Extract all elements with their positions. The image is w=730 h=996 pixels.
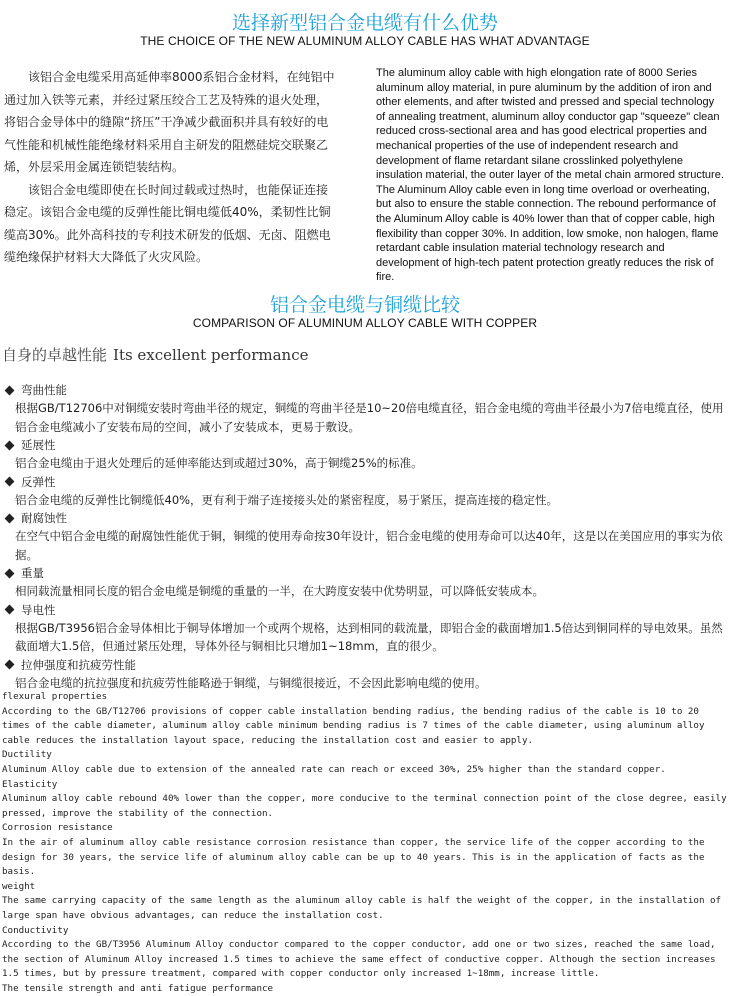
diamond-bullet-icon: [5, 513, 15, 523]
feature-title-en: The tensile strength and anti fatigue performance: [2, 982, 274, 994]
feature-item: [4, 381, 728, 436]
feature-body: 铝合金电缆的抗拉强度和抗疲劳性能略逊于铜缆，与铜缆很接近，不会因此影响电缆的使用。: [15, 675, 487, 690]
feature-item: [4, 601, 728, 656]
feature-body-en: According to the GB/T3956 Aluminum Alloy conductor compared to the copper conductor, add one or two sizes, reached the same load, the section of Aluminum Alloy increased 1.5 times to achieve the same effect of conductive copper. Although the section increases 1.5 times, but by pressure treatment, compared with copper conductor only increased 1~18mm, increase little.: [2, 939, 716, 980]
feature-item: [4, 564, 728, 601]
section1-title-en: THE CHOICE OF THE NEW ALUMINUM ALLOY CABLE HAS WHAT ADVANTAGE: [140, 34, 590, 48]
feature-title: 延展性: [21, 438, 56, 452]
feature-item: [4, 509, 728, 564]
feature-body: 根据GB/T3956铝合金导体相比于铜导体增加一个或两个规格，达到相同的载流量，即铝合金的截面增加1.5倍达到铜同样的导电效果。虽然截面增大1.5倍，但通过紧压处理，导体外径与铜相比只增加1~18mm，直的很少。: [15, 620, 723, 653]
feature-title-en: flexural properties: [2, 691, 108, 702]
feature-title-en: weight: [2, 880, 36, 892]
performance-heading-zh: 自身的卓越性能: [2, 346, 108, 364]
intro-paragraph-en-2: The Aluminum Alloy cable even in long time overload or overheating, but also to ensure the stable connection. The rebound performance of the Aluminum Alloy cable is 40% lower than that of copper cable, high flexibility than copper 30%. In addition, low smoke, non halogen, flame retardant cable insulation material technology research and development of high-tech patent protection greatly reduces the risk of fire.: [376, 183, 719, 284]
feature-body: 相同载流量相同长度的铝合金电缆是铜缆的重量的一半，在大跨度安装中优势明显，可以降低安装成本。: [15, 584, 544, 598]
feature-title: 反弹性: [21, 474, 56, 489]
feature-body-en: Aluminum Alloy cable due to extension of the annealed rate can reach or exceed 30%, 25% higher than the standard copper.: [2, 763, 666, 775]
feature-list-zh: [4, 381, 728, 692]
feature-body-en: In the air of aluminum alloy cable resistance corrosion resistance than copper, the service life of the copper according to the design for 30 years, the service life of aluminum alloy cable can be up to 40 years. This is in the application of facts as the basis.: [2, 836, 705, 878]
section1-title-zh: 选择新型铝合金电缆有什么优势: [231, 12, 498, 34]
diamond-bullet-icon: [5, 568, 15, 578]
section2-title-en: COMPARISON OF ALUMINUM ALLOY CABLE WITH COPPER: [192, 316, 538, 330]
diamond-bullet-icon: [5, 385, 15, 395]
feature-title: 重量: [21, 566, 44, 580]
intro-paragraph-en-1: The aluminum alloy cable with high elongation rate of 8000 Series aluminum alloy material, in pure aluminum by the addition of iron and other elements, and after twisted and pressed and special technology of annealing treatment, aluminum alloy conductor gap "squeeze" clean reduced cross-sectional area and has good electrical properties and mechanical properties of the use of independent research and development of flame retardant silane crosslinked polyethylene insulation material, the outer layer of the metal chain armored structure.: [376, 67, 724, 182]
feature-item: [4, 656, 728, 693]
performance-heading: [2, 344, 308, 365]
feature-title-en: Corrosion resistance: [2, 822, 113, 834]
feature-title: 拉伸强度和抗疲劳性能: [21, 657, 136, 672]
feature-body: 铝合金电缆的反弹性比铜缆低40%，更有利于端子连接接头处的紧密程度，易于紧压，提高连接的稳定性。: [15, 492, 559, 507]
section2-title-zh: 铝合金电缆与铜缆比较: [269, 294, 460, 316]
feature-body: 铝合金电缆由于退火处理后的延伸率能达到或超过30%，高于铜缆25%的标准。: [15, 456, 423, 470]
diamond-bullet-icon: [5, 660, 15, 670]
intro-paragraph-zh-2: 该铝合金电缆即使在长时间过载或过热时，也能保证连接稳定。该铝合金电缆的反弹性能比铜电缆低40%，柔韧性比铜缆高30%。此外高科技的专利技术研发的低烟、无卤、阻燃电缆绝缘保护材料大大降低了火灾风险。: [4, 182, 331, 264]
intro-paragraph-zh-1: 该铝合金电缆采用高延伸率8000系铝合金材料，在纯铝中通过加入铁等元素，并经过紧压绞合工艺及特殊的退火处理，将铝合金导体中的缝隙“挤压”干净减少截面积并具有较好的电气性能和机械性能绝缘材料采用自主研发的阻燃硅烷交联聚乙烯，外层采用金属连锁铠装结构。: [4, 70, 335, 174]
feature-title-en: Conductivity: [2, 924, 69, 936]
diamond-bullet-icon: [5, 477, 15, 487]
performance-heading-en: Its excellent performance: [113, 346, 309, 364]
feature-item: [4, 473, 728, 510]
diamond-bullet-icon: [5, 440, 15, 450]
feature-list-en: [2, 690, 728, 996]
feature-body: 根据GB/T12706中对铜缆安装时弯曲半径的规定，铜缆的弯曲半径是10~20倍电缆直径，铝合金电缆的弯曲半径最小为7倍电缆直径，使用铝合金电缆减小了安装布局的空间，减小了安装成本，更易于敷设。: [15, 401, 724, 434]
intro-text-zh: [4, 66, 339, 269]
diamond-bullet-icon: [5, 605, 15, 615]
feature-title: 耐腐蚀性: [21, 511, 67, 525]
feature-title-en: Elasticity: [2, 778, 58, 790]
feature-title: 弯曲性能: [21, 383, 67, 397]
feature-title: 导电性: [21, 602, 56, 617]
feature-body: 在空气中铝合金电缆的耐腐蚀性能优于铜，铜缆的使用寿命按30年设计，铝合金电缆的使用寿命可以达40年，这是以在美国应用的事实为依据。: [15, 529, 723, 562]
feature-body-en: The same carrying capacity of the same length as the aluminum alloy cable is half the weight of the copper, in the installation of large span have obvious advantages, can reduce the installation cost.: [2, 895, 722, 921]
feature-body-en: Aluminum alloy cable rebound 40% lower than the copper, more conducive to the terminal connection point of the close degree, easily pressed, improve the stability of the connection.: [2, 793, 727, 819]
feature-body-en: According to the GB/T12706 provisions of copper cable installation bending radius, the bending radius of the cable is 10 to 20 times of the cable diameter, aluminum alloy cable minimum bending radius is 7 times of the cable diameter, using aluminum alloy cable reduces the installation layout space, reducing the installation cost and easier to apply.: [2, 705, 705, 746]
feature-item: [4, 436, 728, 473]
intro-text-en: [376, 66, 726, 285]
feature-title-en: Ductility: [2, 749, 52, 761]
